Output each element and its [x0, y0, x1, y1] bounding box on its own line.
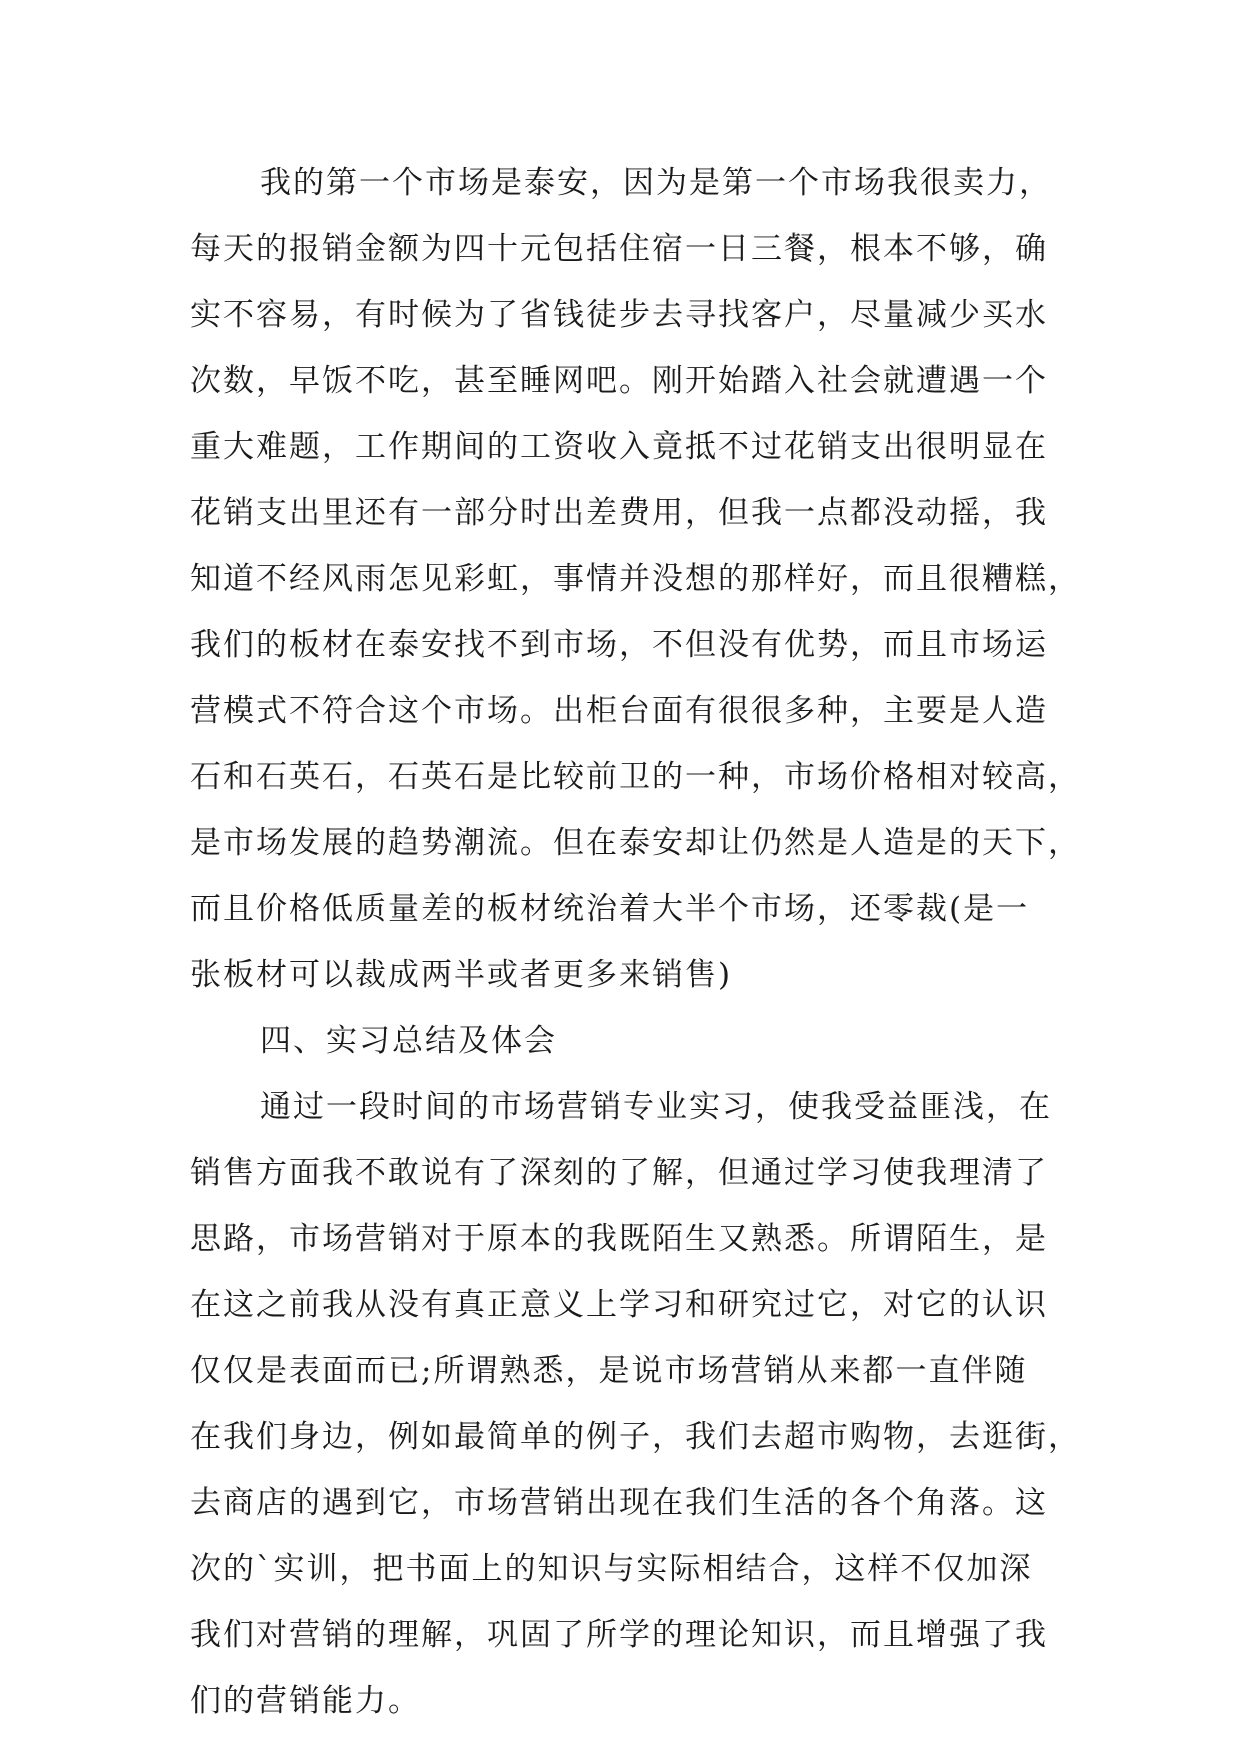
- paragraph-line: 张板材可以裁成两半或者更多来销售): [190, 957, 733, 993]
- paragraph-line: 营模式不符合这个市场。出柜台面有很很多种，主要是人造: [190, 693, 1048, 729]
- paragraph-line: 知道不经风雨怎见彩虹，事情并没想的那样好，而且很糟糕，: [190, 561, 1081, 597]
- paragraph-line: 在这之前我从没有真正意义上学习和研究过它，对它的认识: [190, 1287, 1048, 1323]
- paragraph-line: 次的`实训，把书面上的知识与实际相结合，这样不仅加深: [190, 1551, 1033, 1587]
- paragraph-line: 每天的报销金额为四十元包括住宿一日三餐，根本不够，确: [190, 231, 1048, 267]
- paragraph-line: 销售方面我不敢说有了深刻的了解，但通过学习使我理清了: [190, 1155, 1048, 1191]
- paragraph-line: 我的第一个市场是泰安，因为是第一个市场我很卖力，: [260, 165, 1052, 201]
- paragraph-line: 次数，早饭不吃，甚至睡网吧。刚开始踏入社会就遭遇一个: [190, 363, 1048, 399]
- paragraph-line: 思路，市场营销对于原本的我既陌生又熟悉。所谓陌生，是: [190, 1221, 1048, 1257]
- paragraph-line: 花销支出里还有一部分时出差费用，但我一点都没动摇，我: [190, 495, 1048, 531]
- paragraph-line: 在我们身边，例如最简单的例子，我们去超市购物，去逛街，: [190, 1419, 1081, 1455]
- paragraph-line: 们的营销能力。: [190, 1683, 421, 1719]
- paragraph-line: 实不容易，有时候为了省钱徒步去寻找客户，尽量减少买水: [190, 297, 1048, 333]
- paragraph-line: 是市场发展的趋势潮流。但在泰安却让仍然是人造是的天下，: [190, 825, 1081, 861]
- paragraph-line: 我们的板材在泰安找不到市场，不但没有优势，而且市场运: [190, 627, 1048, 663]
- section-heading: 四、实习总结及体会: [260, 1023, 557, 1059]
- body-text: [190, 150, 1081, 1734]
- paragraph-line: 仅仅是表面而已;所谓熟悉，是说市场营销从来都一直伴随: [190, 1353, 1028, 1389]
- paragraph-line: 去商店的遇到它，市场营销出现在我们生活的各个角落。这: [190, 1485, 1048, 1521]
- paragraph-line: 我们对营销的理解，巩固了所学的理论知识，而且增强了我: [190, 1617, 1048, 1653]
- paragraph-line: 重大难题，工作期间的工资收入竟抵不过花销支出很明显在: [190, 429, 1048, 465]
- paragraph-line: 石和石英石，石英石是比较前卫的一种，市场价格相对较高，: [190, 759, 1081, 795]
- paragraph-line: 而且价格低质量差的板材统治着大半个市场，还零裁(是一: [190, 891, 1030, 927]
- paragraph-line: 通过一段时间的市场营销专业实习，使我受益匪浅，在: [260, 1089, 1052, 1125]
